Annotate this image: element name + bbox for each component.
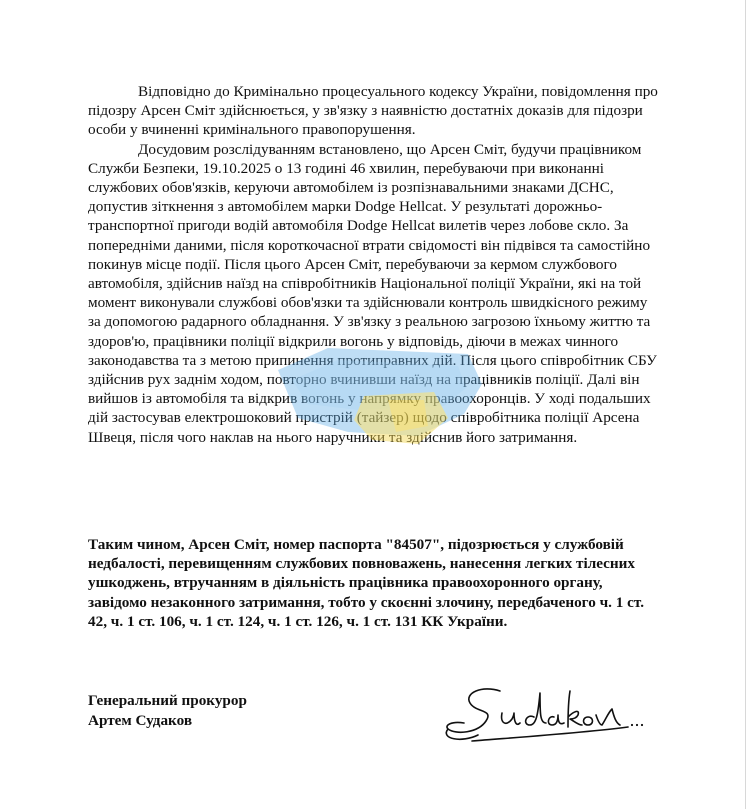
signer-block (88, 691, 247, 731)
paragraph-investigation-findings: Досудовим розслідуванням встановлено, що Арсен Сміт, будучи працівником Служби Безпеки, 19.10.2025 о 13 годині 46 хвилин, перебуваючи при виконанні службових обов'язків, керуючи автомобілем із розпізнавальними знаками ДСНС, допустив зіткнення з автомобілем марки Dodge Hellcat. У результаті дорожньо-транспортної пригоди водій автомобіля Dodge Hellcat вилетів через лобове скло. За попередніми даними, після короткочасної втрати свідомості він підвівся та самостійно покинув місце події. Після цього Арсен Сміт, перебуваючи за кермом службового автомобіля, здійснив наїзд на співробітників Національної поліції України, які на той момент виконували службові обов'язки та здійснювали контроль швидкісного режиму за допомогою радарного обладнання. У зв'язку з реальною загрозою їхньому життю та здоров'ю, працівники поліції відкрили вогонь у відповідь, діючи в межах чинного законодавства та з метою припинення протиправних дій. Після цього співробітник СБУ здійснив рух заднім ходом, повторно вчинивши наїзд на працівників поліції. Далі він вийшов із автомобіля та відкрив вогонь у напрямку правоохоронців. У ході подальших дій застосував електрошоковий пристрій (тайзер) щодо співробітника поліції Арсена Швеця, після чого наклав на нього наручники та здійснив його затримання. (88, 140, 657, 446)
handwritten-signature-icon (442, 683, 657, 753)
signer-name: Артем Судаков (88, 712, 193, 729)
paragraph-suspicion-conclusion: Таким чином, Арсен Сміт, номер паспорта "84507", підозрюється у службовій недбалості, перевищенням службових повноважень, нанесення легких тілесних ушкоджень, втручанням в діяльність працівника правоохоронного органу, завідомо незаконного затримання, тобто у скоєнні злочину, передбаченого ч. 1 ст. 42, ч. 1 ст. 106, ч. 1 ст. 124, ч. 1 ст. 126, ч. 1 ст. 131 КК України. (88, 536, 644, 630)
document-body (88, 82, 658, 447)
paragraph-legal-basis: Відповідно до Кримінально процесуального кодексу України, повідомлення про підозру Арсен Сміт здійснюється, у зв'язку з наявністю достатніх доказів для підозри особи у вчиненні кримінального правопорушення. (88, 83, 658, 139)
signer-title: Генеральний прокурор (88, 692, 247, 709)
